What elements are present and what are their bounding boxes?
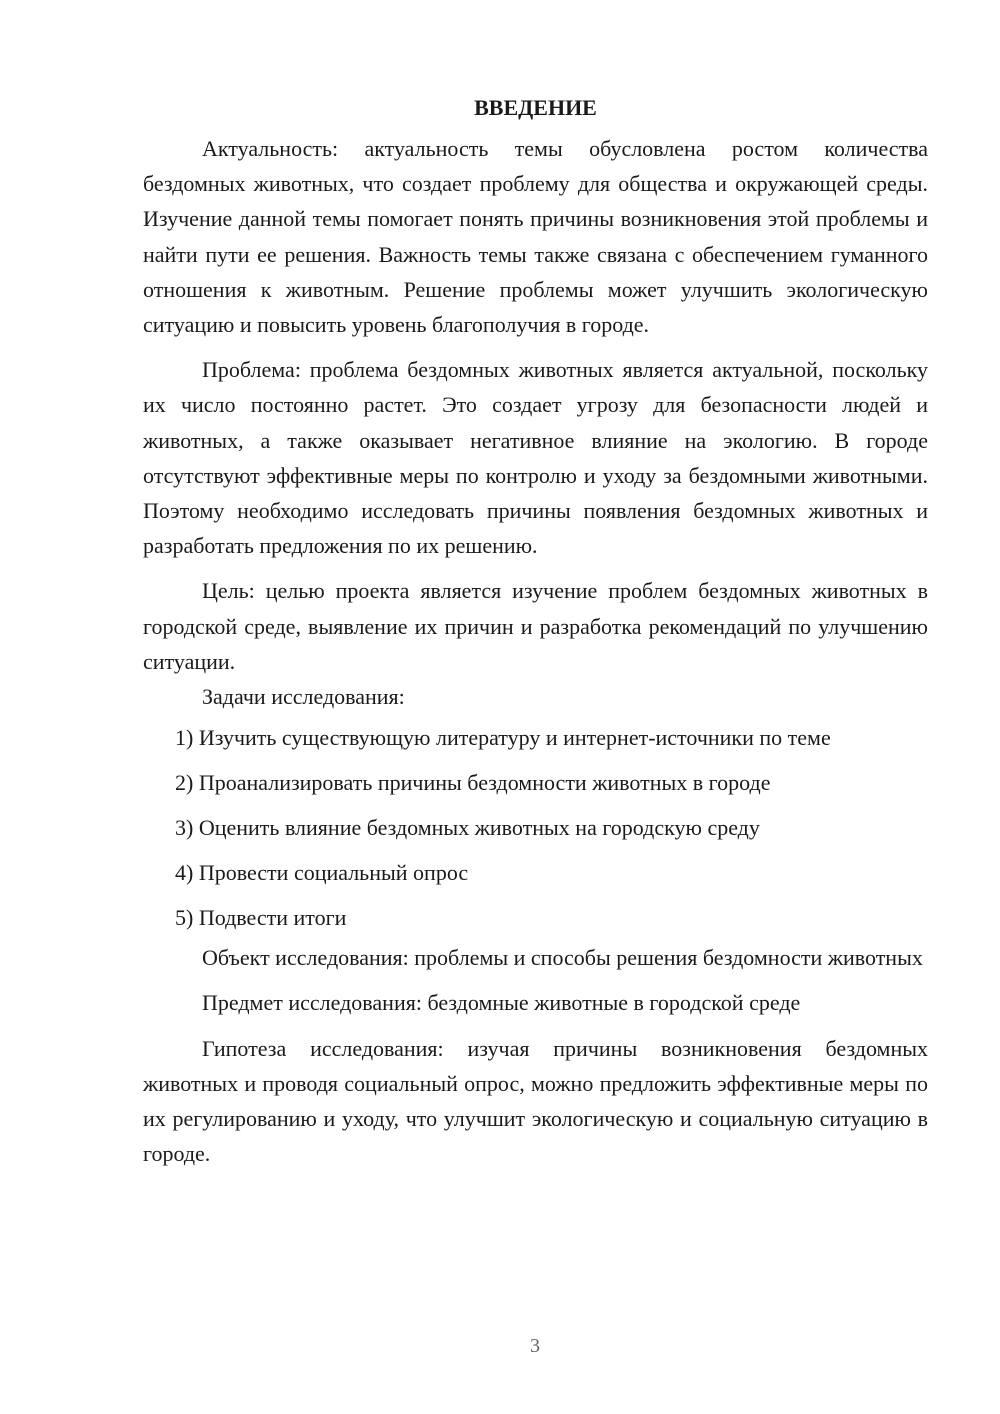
list-item: 1) Изучить существующую литературу и интернет-источники по теме bbox=[175, 725, 831, 751]
list-item: 5) Подвести итоги bbox=[175, 905, 347, 931]
page-title: ВВЕДЕНИЕ bbox=[474, 95, 597, 120]
paragraph-relevance: Актуальность: актуальность темы обусловлена ростом количества бездомных животных, что создает проблему для общества и окружающей среды. Изучение данной темы помогает понять причины возникновения этой проблемы и найти пути ее решения. Важность темы также связана с обеспечением гуманного отношения к животным. Решение проблемы может улучшить экологическую ситуацию и повысить уровень благополучия в городе. bbox=[143, 136, 928, 338]
page-content bbox=[143, 93, 928, 1171]
paragraph-subject: Предмет исследования: бездомные животные в городской среде bbox=[202, 990, 801, 1016]
tasks-heading: Задачи исследования: bbox=[202, 684, 405, 710]
list-item: 4) Провести социальный опрос bbox=[175, 860, 469, 886]
paragraph-object: Объект исследования: проблемы и способы решения бездомности животных bbox=[202, 945, 923, 971]
list-item: 3) Оценить влияние бездомных животных на городскую среду bbox=[175, 815, 760, 841]
page-number: 3 bbox=[530, 1335, 540, 1357]
tasks-list bbox=[143, 715, 928, 940]
paragraph-goal: Цель: целью проекта является изучение проблем бездомных животных в городской среде, выявление их причин и разработка рекомендаций по улучшению ситуации. bbox=[143, 578, 928, 674]
paragraph-hypothesis: Гипотеза исследования: изучая причины возникновения бездомных животных и проводя социальный опрос, можно предложить эффективные меры по их регулированию и уходу, что улучшит экологическую и социальную ситуацию в городе. bbox=[143, 1035, 928, 1167]
paragraph-problem: Проблема: проблема бездомных животных является актуальной, поскольку их число постоянно растет. Это создает угрозу для безопасности людей и животных, а также оказывает негативное влияние на экологию. В городе отсутствуют эффективные меры по контролю и уходу за бездомными животными. Поэтому необходимо исследовать причины появления бездомных животных и разработать предложения по их решению. bbox=[143, 357, 928, 559]
list-item: 2) Проанализировать причины бездомности животных в городе bbox=[175, 770, 771, 796]
